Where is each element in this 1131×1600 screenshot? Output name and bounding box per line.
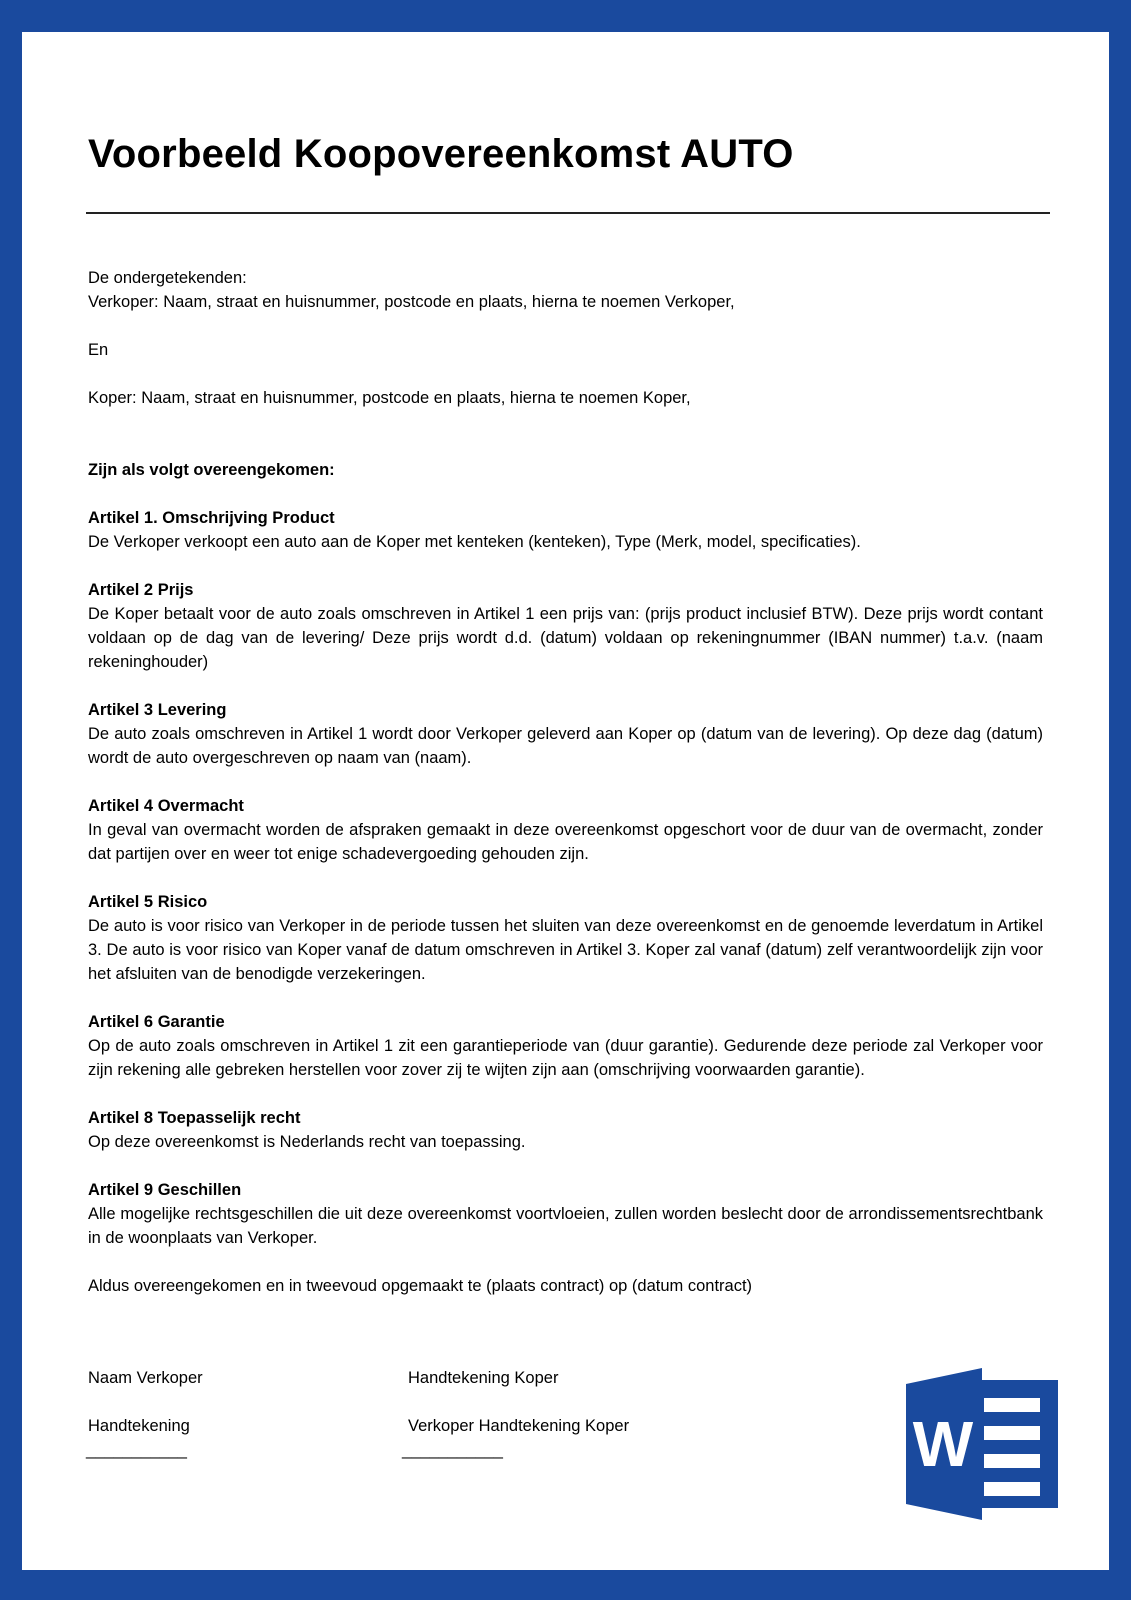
- article-text: Op deze overeenkomst is Nederlands recht van toepassing.: [88, 1133, 526, 1151]
- word-logo-letter: W: [912, 1408, 974, 1480]
- article-text: De Verkoper verkoopt een auto aan de Koper met kenteken (kenteken), Type (Merk, model, specificaties).: [88, 533, 861, 551]
- article-1: [88, 506, 1043, 554]
- article-2: [88, 578, 1043, 674]
- article-9: [88, 1178, 1043, 1250]
- document-body: [88, 266, 1043, 1298]
- seller-line: Verkoper: Naam, straat en huisnummer, postcode en plaats, hierna te noemen Verkoper,: [88, 293, 735, 311]
- article-heading: Artikel 9 Geschillen: [88, 1181, 242, 1199]
- word-logo-line: [984, 1454, 1040, 1468]
- article-3: [88, 698, 1043, 770]
- word-logo-line: [984, 1482, 1040, 1496]
- buyer-line: Koper: Naam, straat en huisnummer, postcode en plaats, hierna te noemen Koper,: [88, 389, 691, 407]
- article-text: Op de auto zoals omschreven in Artikel 1 zit een garantieperiode van (duur garantie). Gedurende deze periode zal Verkoper voor zijn rekening alle gebreken herstellen voor zover zij te wijten zijn aan (omschrijving voorwaarden garantie).: [88, 1037, 1043, 1079]
- intro-line: De ondergetekenden:: [88, 269, 247, 287]
- article-5: [88, 890, 1043, 986]
- article-6: [88, 1010, 1043, 1082]
- title-divider: [86, 212, 1050, 214]
- article-text: De Koper betaalt voor de auto zoals omschreven in Artikel 1 een prijs van: (prijs product inclusief BTW). Deze prijs wordt contant voldaan op de dag van de levering/ Deze prijs wordt d.d. (datum) voldaan op rekeningnummer (IBAN nummer) t.a.v. (naam rekeninghouder): [88, 605, 1043, 671]
- closing-line: Aldus overeengekomen en in tweevoud opgemaakt te (plaats contract) op (datum contract): [88, 1277, 753, 1295]
- word-logo-icon: [902, 1362, 1066, 1526]
- and-line: En: [88, 341, 109, 359]
- seller-signature-label: Handtekening: [88, 1417, 190, 1435]
- article-heading: Artikel 8 Toepasselijk recht: [88, 1109, 301, 1127]
- buyer-name-label: Handtekening Koper: [408, 1369, 559, 1387]
- article-heading: Artikel 1. Omschrijving Product: [88, 509, 335, 527]
- article-heading: Artikel 5 Risico: [88, 893, 208, 911]
- document-title: Voorbeeld Koopovereenkomst AUTO: [88, 132, 794, 176]
- article-4: [88, 794, 1043, 866]
- article-text: De auto is voor risico van Verkoper in de periode tussen het sluiten van deze overeenkomst en de genoemde leverdatum in Artikel 3. De auto is voor risico van Koper vanaf de datum omschreven in Artikel 3. Koper zal vanaf (datum) zelf verantwoordelijk zijn voor het afsluiten van de benodigde verzekeringen.: [88, 917, 1043, 983]
- word-logo-line: [984, 1426, 1040, 1440]
- seller-name-label: Naam Verkoper: [88, 1369, 203, 1387]
- article-text: Alle mogelijke rechtsgeschillen die uit deze overeenkomst voortvloeien, zullen worden beslecht door de arrondissementsrechtbank in de woonplaats van Verkoper.: [88, 1205, 1043, 1247]
- article-text: In geval van overmacht worden de afspraken gemaakt in deze overeenkomst opgeschort voor de duur van de overmacht, zonder dat partijen over en weer tot enige schadevergoeding gehouden zijn.: [88, 821, 1043, 863]
- article-heading: Artikel 2 Prijs: [88, 581, 194, 599]
- buyer-signature-label: Verkoper Handtekening Koper: [408, 1417, 630, 1435]
- article-8: [88, 1106, 1043, 1154]
- article-heading: Artikel 6 Garantie: [88, 1013, 225, 1031]
- document-page: [22, 32, 1109, 1570]
- seller-signature-line: ___________: [86, 1441, 187, 1459]
- article-heading: Artikel 3 Levering: [88, 701, 227, 719]
- agreed-heading: Zijn als volgt overeengekomen:: [88, 461, 335, 479]
- article-heading: Artikel 4 Overmacht: [88, 797, 244, 815]
- word-logo-line: [984, 1398, 1040, 1412]
- buyer-signature-line: ___________: [402, 1441, 503, 1459]
- article-text: De auto zoals omschreven in Artikel 1 wordt door Verkoper geleverd aan Koper op (datum van de levering). Op deze dag (datum) wordt de auto overgeschreven op naam van (naam).: [88, 725, 1043, 767]
